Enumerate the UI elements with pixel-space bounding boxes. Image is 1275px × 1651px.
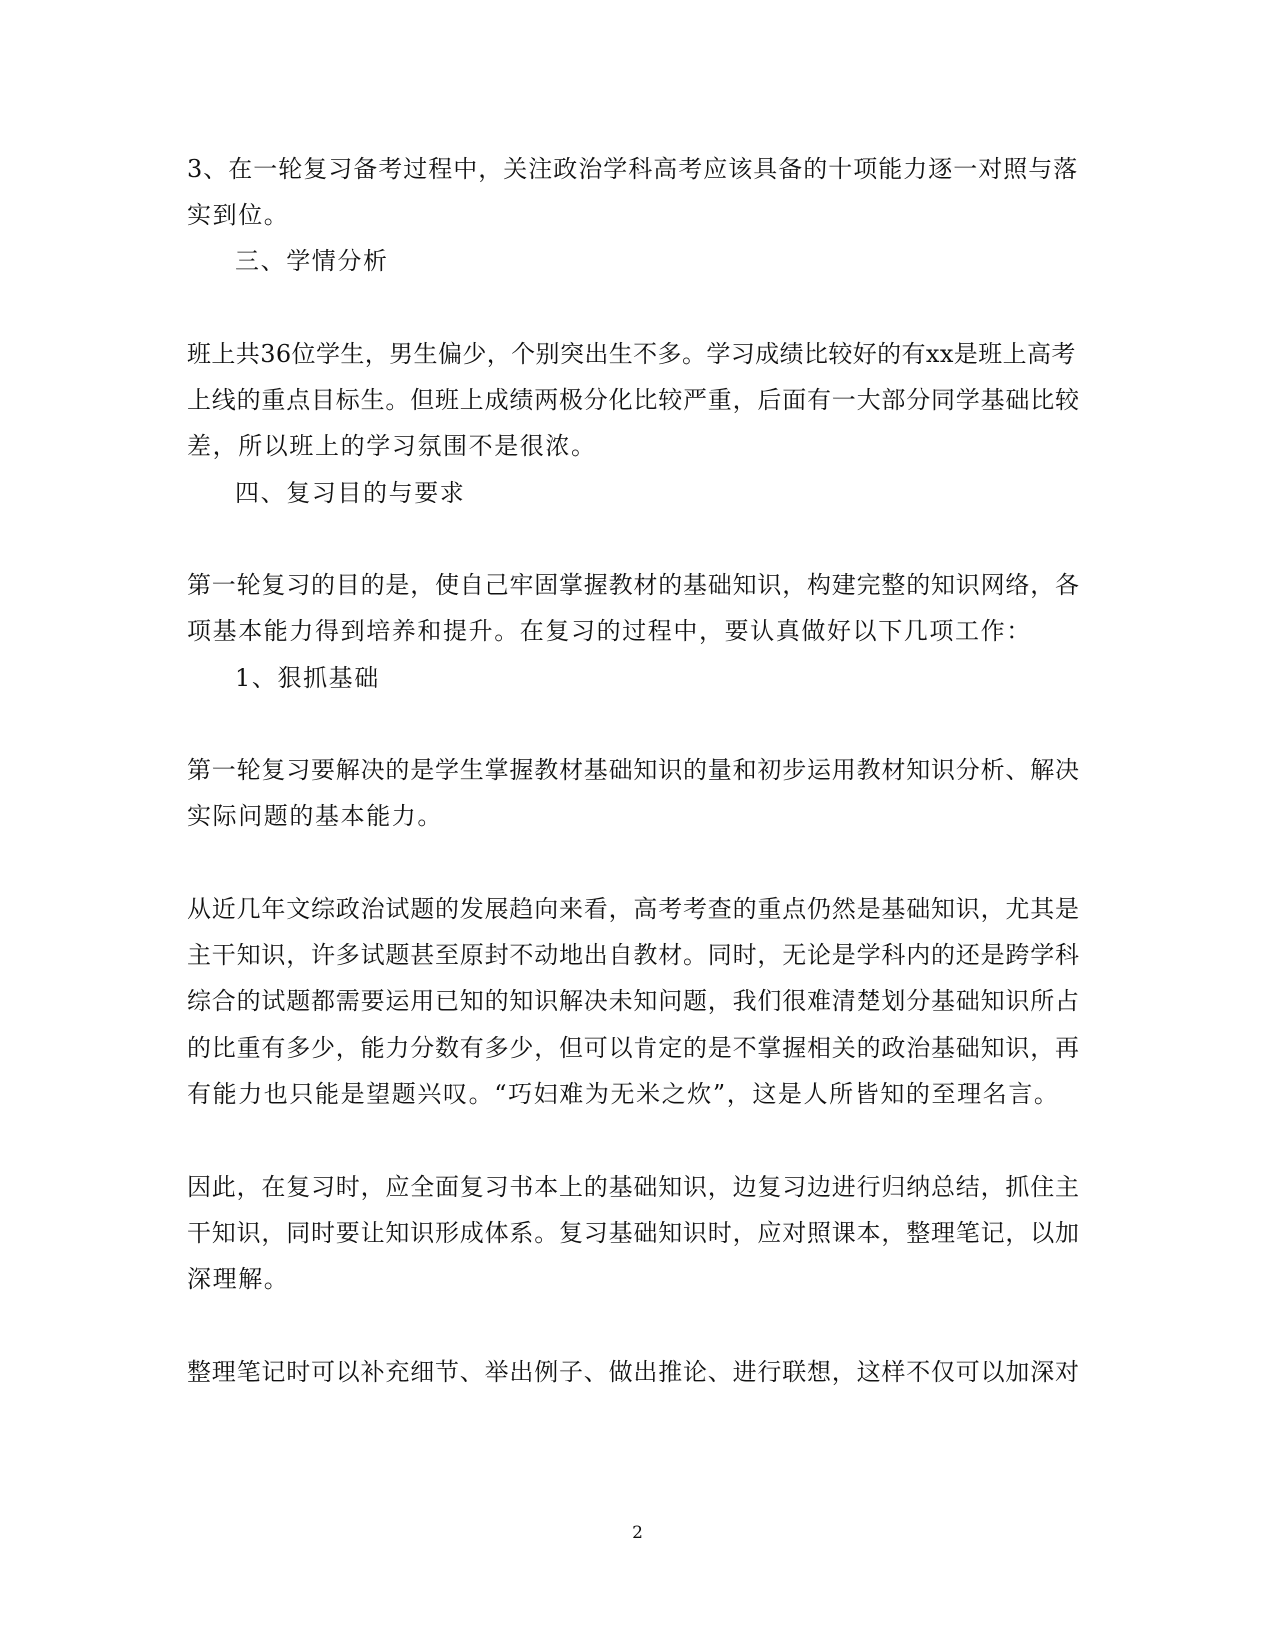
text-line: 差，所以班上的学习氛围不是很浓。: [187, 432, 597, 460]
text-line: 综合的试题都需要运用已知的知识解决未知问题，我们很难清楚划分基础知识所占: [187, 987, 1080, 1015]
text-line: 因此，在复习时，应全面复习书本上的基础知识，边复习边进行归纳总结，抓住主: [187, 1173, 1080, 1201]
text-line: 的比重有多少，能力分数有多少，但可以肯定的是不掌握相关的政治基础知识，再: [187, 1034, 1080, 1062]
text-line: 项基本能力得到培养和提升。在复习的过程中，要认真做好以下几项工作：: [187, 617, 1032, 645]
text-line: 有能力也只能是望题兴叹。“巧妇难为无米之炊”，这是人所皆知的至理名言。: [187, 1080, 1060, 1108]
subsection-heading: 1、狠抓基础: [235, 664, 380, 692]
text-line: 主干知识，许多试题甚至原封不动地出自教材。同时，无论是学科内的还是跨学科: [187, 941, 1080, 969]
section-heading: 三、学情分析: [235, 247, 389, 275]
text-line: 整理笔记时可以补充细节、举出例子、做出推论、进行联想，这样不仅可以加深对: [187, 1358, 1080, 1386]
text-line: 上线的重点目标生。但班上成绩两极分化比较严重，后面有一大部分同学基础比较: [187, 386, 1080, 414]
text-line: 深理解。: [187, 1265, 290, 1293]
text-line: 3、在一轮复习备考过程中，关注政治学科高考应该具备的十项能力逐一对照与落: [187, 155, 1079, 183]
text-line: 从近几年文综政治试题的发展趋向来看，高考考查的重点仍然是基础知识，尤其是: [187, 895, 1080, 923]
text-line: 干知识，同时要让知识形成体系。复习基础知识时，应对照课本，整理笔记，以加: [187, 1219, 1080, 1247]
text-line: 实到位。: [187, 201, 290, 229]
text-line: 第一轮复习要解决的是学生掌握教材基础知识的量和初步运用教材知识分析、解决: [187, 756, 1080, 784]
text-line: 班上共36位学生，男生偏少，个别突出生不多。学习成绩比较好的有xx是班上高考: [187, 340, 1076, 368]
text-line: 实际问题的基本能力。: [187, 802, 443, 830]
section-heading: 四、复习目的与要求: [235, 479, 466, 507]
page-number: 2: [632, 1523, 643, 1543]
text-line: 第一轮复习的目的是，使自己牢固掌握教材的基础知识，构建完整的知识网络，各: [187, 571, 1080, 599]
